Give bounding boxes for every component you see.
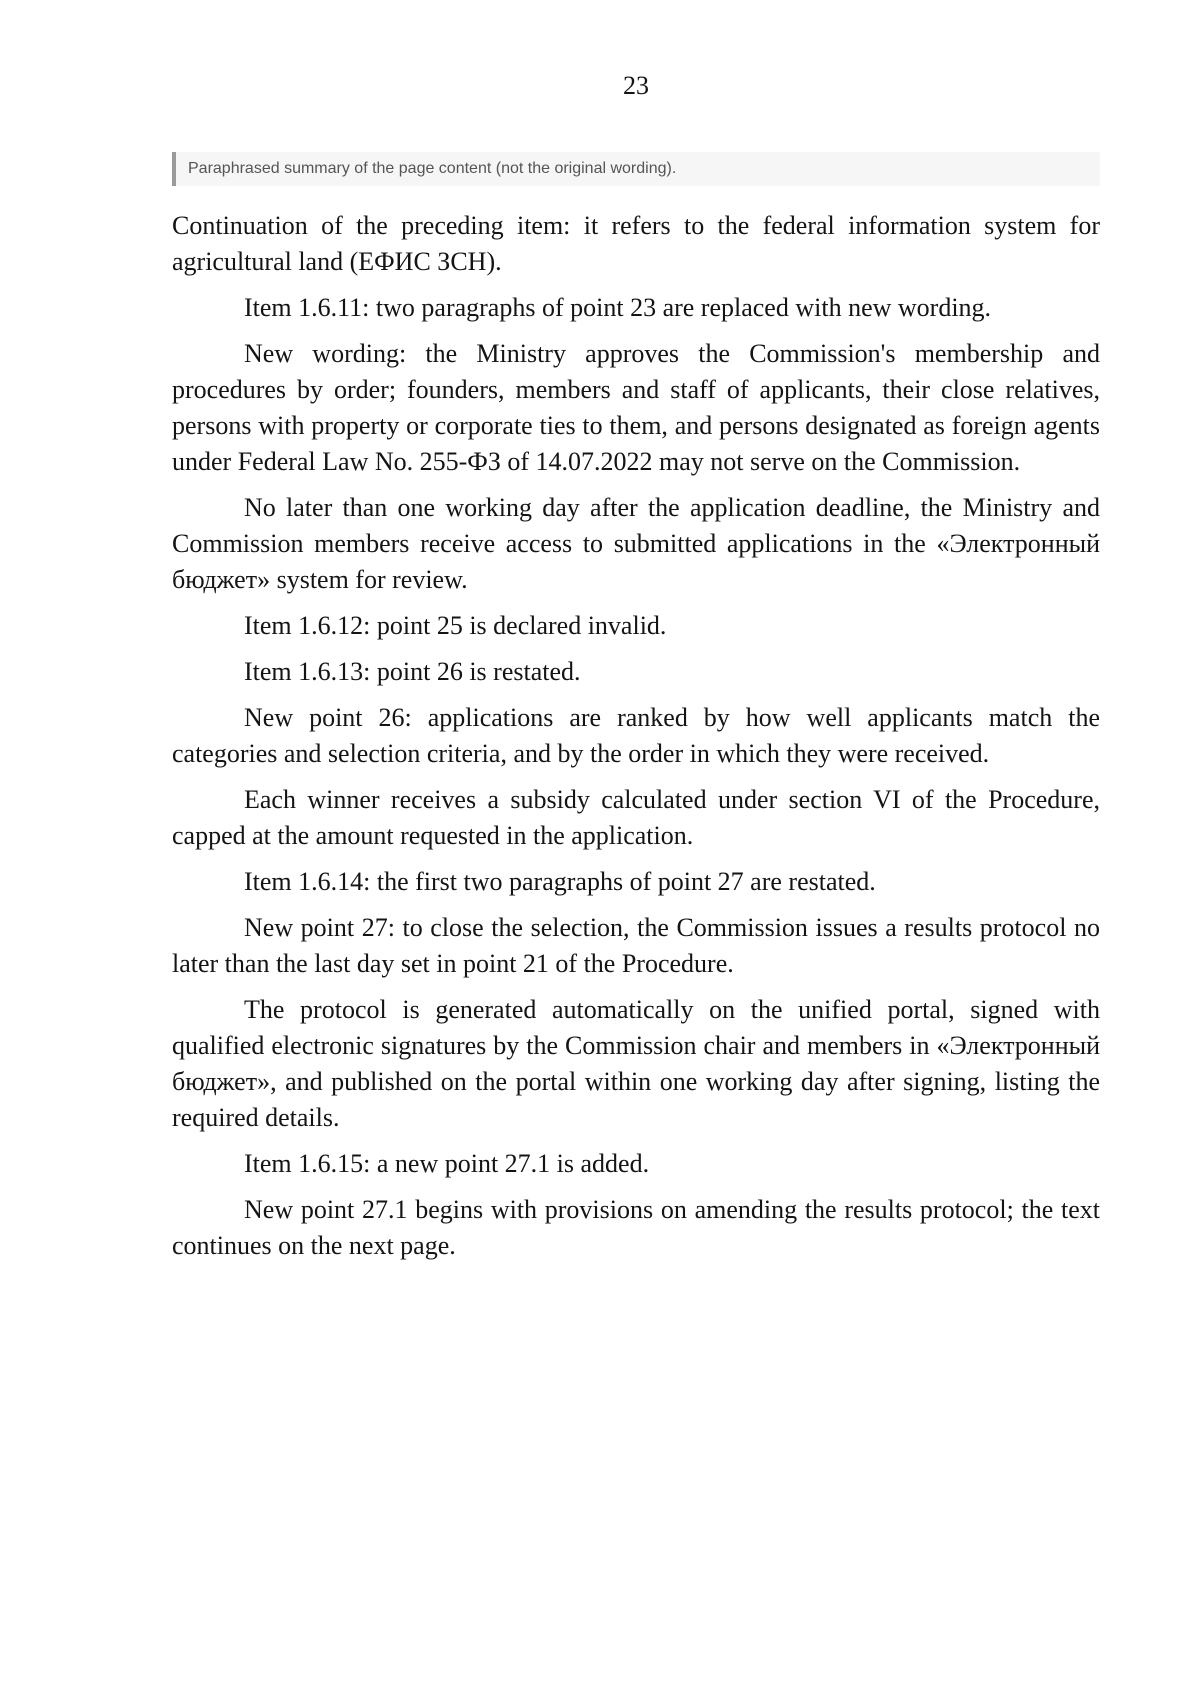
page-number: 23: [623, 71, 649, 100]
paragraph-commission-composition: New wording: the Ministry approves the Commission's membership and procedures by order; founders, members and staff of applicants, their close relatives, persons with property or corporate ties to them, and persons designated as foreign agents under Federal Law No. 255-ФЗ of 14.07.2022 may not serve on the Commission.: [172, 339, 1100, 476]
paragraph-continuation: Continuation of the preceding item: it refers to the federal information system for agricultural land (ЕФИС ЗСН).: [172, 211, 1100, 276]
paragraph-point-27-protocol: New point 27: to close the selection, the Commission issues a results protocol no later than the last day set in point 21 of the Procedure.: [172, 913, 1100, 978]
paragraph-1-6-14: Item 1.6.14: the first two paragraphs of point 27 are restated.: [244, 867, 876, 896]
paragraph-point-26-distribution: Each winner receives a subsidy calculated under section VI of the Procedure, capped at the amount requested in the application.: [172, 785, 1100, 850]
paragraph-1-6-13: Item 1.6.13: point 26 is restated.: [244, 657, 581, 686]
paragraph-point-26-ranking: New point 26: applications are ranked by how well applicants match the categories and selection criteria, and by the order in which they were received.: [172, 703, 1100, 768]
paragraph-point-27-1: New point 27.1 begins with provisions on amending the results protocol; the text continues on the next page.: [172, 1195, 1100, 1260]
summary-note: Paraphrased summary of the page content (not the original wording).: [172, 152, 1100, 186]
paragraph-point-27-signing: The protocol is generated automatically on the unified portal, signed with qualified electronic signatures by the Commission chair and members in «Электронный бюджет», and published on the portal within one working day after signing, listing the required details.: [172, 995, 1100, 1132]
paragraph-1-6-12: Item 1.6.12: point 25 is declared invalid.: [244, 611, 667, 640]
paragraph-1-6-15: Item 1.6.15: a new point 27.1 is added.: [244, 1149, 650, 1178]
paragraph-1-6-11: Item 1.6.11: two paragraphs of point 23 are replaced with new wording.: [244, 293, 992, 322]
paragraph-access-to-applications: No later than one working day after the application deadline, the Ministry and Commission members receive access to submitted applications in the «Электронный бюджет» system for review.: [172, 493, 1100, 594]
